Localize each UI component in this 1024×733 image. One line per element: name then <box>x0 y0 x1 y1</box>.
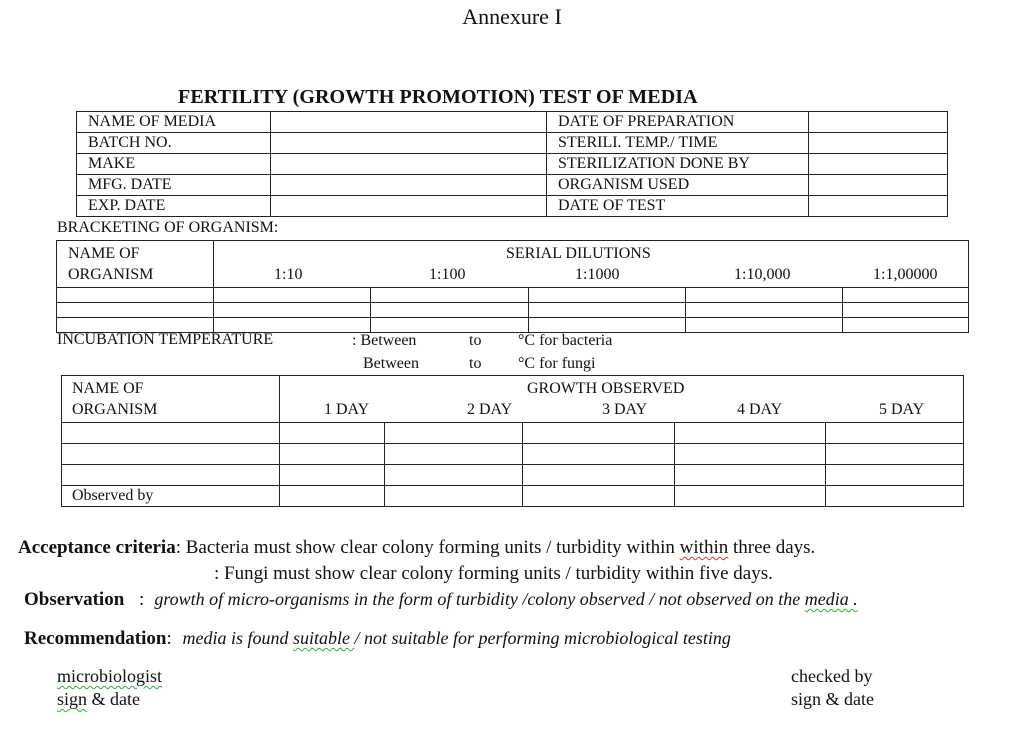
growth-cell[interactable] <box>385 465 523 486</box>
growth-cell[interactable] <box>675 444 826 465</box>
incubation-temperature-label: INCUBATION TEMPERATURE <box>57 331 274 348</box>
observed-by-cell[interactable] <box>826 486 964 507</box>
observation-media-word: media . <box>804 589 858 609</box>
table-row <box>62 465 964 486</box>
and-date-text: & date <box>87 689 140 709</box>
table-row <box>77 112 948 133</box>
date-of-preparation-field[interactable] <box>809 112 948 133</box>
dilution-cell[interactable] <box>529 303 686 318</box>
organism-used-field[interactable] <box>809 175 948 196</box>
recommendation-line <box>24 628 731 650</box>
dilution-cell[interactable] <box>529 288 686 303</box>
organism-cell[interactable] <box>62 444 280 465</box>
label-sterili-temp-time: STERILI. TEMP./ TIME <box>547 133 809 154</box>
table-row <box>77 133 948 154</box>
exp-date-field[interactable] <box>271 196 547 217</box>
growth-cell[interactable] <box>826 465 964 486</box>
bracketing-heading: BRACKETING OF ORGANISM: <box>57 219 279 236</box>
label-date-of-preparation: DATE OF PREPARATION <box>547 112 809 133</box>
label-batch-no: BATCH NO. <box>77 133 271 154</box>
table-header-row <box>62 376 964 423</box>
recommendation-text-a: media is found <box>182 628 294 648</box>
observed-by-label: Observed by <box>62 486 280 507</box>
dilution-cell[interactable] <box>843 288 969 303</box>
dilution-cell[interactable] <box>843 303 969 318</box>
observed-by-row <box>62 486 964 507</box>
acceptance-criteria-fungi: : Fungi must show clear colony forming units / turbidity within five days. <box>214 563 773 584</box>
growth-cell[interactable] <box>675 423 826 444</box>
observation-sep: : <box>139 589 145 610</box>
table-row <box>57 303 969 318</box>
acceptance-dup-word: within <box>679 537 729 558</box>
label-make: MAKE <box>77 154 271 175</box>
day-4-header: 4 DAY <box>737 401 783 418</box>
bacteria-unit-label: °C for bacteria <box>518 332 613 349</box>
recommendation-suitable-word: suitable <box>293 628 355 648</box>
recommendation-sep: : <box>166 628 172 649</box>
acceptance-bacteria-text: : Bacteria must show clear colony forming units / turbidity within <box>175 537 680 558</box>
batch-no-field[interactable] <box>271 133 547 154</box>
observation-label: Observation <box>24 589 125 610</box>
table-row <box>77 154 948 175</box>
bacteria-between-label: : Between <box>352 332 417 349</box>
growth-observed-header <box>280 376 964 423</box>
name-of-organism-header <box>62 376 280 423</box>
table-row <box>77 175 948 196</box>
header-line: NAME OF <box>68 245 140 262</box>
dilution-cell[interactable] <box>371 303 529 318</box>
annexure-heading: Annexure I <box>462 4 562 29</box>
header-line: NAME OF <box>72 380 144 397</box>
serial-dilutions-header <box>214 241 969 288</box>
dilution-1-10000: 1:10,000 <box>734 266 791 283</box>
dilution-cell[interactable] <box>214 288 371 303</box>
sign-word: sign <box>57 689 88 709</box>
growth-cell[interactable] <box>826 423 964 444</box>
dilution-cell[interactable] <box>371 318 529 333</box>
name-of-media-field[interactable] <box>271 112 547 133</box>
dilution-cell[interactable] <box>214 303 371 318</box>
organism-cell[interactable] <box>57 288 214 303</box>
observation-line <box>24 589 858 611</box>
day-3-header: 3 DAY <box>602 401 648 418</box>
checked-by-label: checked by <box>791 666 873 686</box>
microbiologist-sign-date <box>57 689 140 710</box>
observed-by-cell[interactable] <box>280 486 385 507</box>
growth-cell[interactable] <box>280 423 385 444</box>
recommendation-text-b: / not suitable for performing microbiological testing <box>354 628 731 648</box>
dilution-cell[interactable] <box>843 318 969 333</box>
make-field[interactable] <box>271 154 547 175</box>
growth-observed-title: GROWTH OBSERVED <box>527 380 685 397</box>
label-exp-date: EXP. DATE <box>77 196 271 217</box>
date-of-test-field[interactable] <box>809 196 948 217</box>
acceptance-criteria-label: Acceptance criteria <box>18 537 176 558</box>
growth-cell[interactable] <box>826 444 964 465</box>
organism-cell[interactable] <box>57 303 214 318</box>
table-header-row <box>57 241 969 288</box>
table-row <box>62 423 964 444</box>
growth-cell[interactable] <box>385 423 523 444</box>
recommendation-label: Recommendation <box>24 628 167 649</box>
day-1-header: 1 DAY <box>324 401 370 418</box>
dilution-cell[interactable] <box>686 288 843 303</box>
header-line: ORGANISM <box>72 401 158 418</box>
header-line: ORGANISM <box>68 266 154 283</box>
growth-cell[interactable] <box>523 423 675 444</box>
organism-cell[interactable] <box>62 423 280 444</box>
dilution-1-10: 1:10 <box>274 266 303 283</box>
acceptance-criteria-bacteria <box>18 537 815 559</box>
growth-cell[interactable] <box>675 465 826 486</box>
day-5-header: 5 DAY <box>879 401 925 418</box>
fungi-unit-label: °C for fungi <box>518 355 596 372</box>
day-2-header: 2 DAY <box>467 401 513 418</box>
sterilization-done-by-field[interactable] <box>809 154 948 175</box>
form-title: FERTILITY (GROWTH PROMOTION) TEST OF MEDIA <box>178 86 698 108</box>
microbiologist-label <box>57 666 162 687</box>
organism-cell[interactable] <box>62 465 280 486</box>
observation-text: growth of micro-organisms in the form of turbidity /colony observed / not observed on the <box>154 589 805 609</box>
growth-cell[interactable] <box>280 465 385 486</box>
observed-by-cell[interactable] <box>523 486 675 507</box>
bacteria-to-label: to <box>469 332 482 349</box>
dilution-1-100000: 1:1,00000 <box>873 266 938 283</box>
growth-cell[interactable] <box>385 444 523 465</box>
sterili-temp-time-field[interactable] <box>809 133 948 154</box>
microbiologist-text: microbiologist <box>57 666 162 686</box>
table-row <box>57 288 969 303</box>
fungi-between-label: Between <box>363 355 419 372</box>
dilution-cell[interactable] <box>371 288 529 303</box>
table-row <box>62 444 964 465</box>
checked-by-sign-date: sign & date <box>791 689 874 709</box>
dilution-cell[interactable] <box>686 318 843 333</box>
label-sterilization-done-by: STERILIZATION DONE BY <box>547 154 809 175</box>
mfg-date-field[interactable] <box>271 175 547 196</box>
bracketing-table <box>56 240 969 333</box>
label-name-of-media: NAME OF MEDIA <box>77 112 271 133</box>
acceptance-bacteria-tail: three days. <box>728 537 816 558</box>
observed-by-cell[interactable] <box>385 486 523 507</box>
fungi-to-label: to <box>469 355 482 372</box>
label-organism-used: ORGANISM USED <box>547 175 809 196</box>
growth-cell[interactable] <box>280 444 385 465</box>
growth-cell[interactable] <box>523 465 675 486</box>
label-date-of-test: DATE OF TEST <box>547 196 809 217</box>
growth-cell[interactable] <box>523 444 675 465</box>
serial-dilutions-title: SERIAL DILUTIONS <box>506 245 651 262</box>
dilution-1-1000: 1:1000 <box>575 266 620 283</box>
name-of-organism-header <box>57 241 214 288</box>
dilution-cell[interactable] <box>686 303 843 318</box>
growth-observed-table <box>61 375 964 507</box>
label-mfg-date: MFG. DATE <box>77 175 271 196</box>
observed-by-cell[interactable] <box>675 486 826 507</box>
dilution-1-100: 1:100 <box>429 266 466 283</box>
media-info-table <box>76 111 948 217</box>
table-row <box>77 196 948 217</box>
dilution-cell[interactable] <box>529 318 686 333</box>
